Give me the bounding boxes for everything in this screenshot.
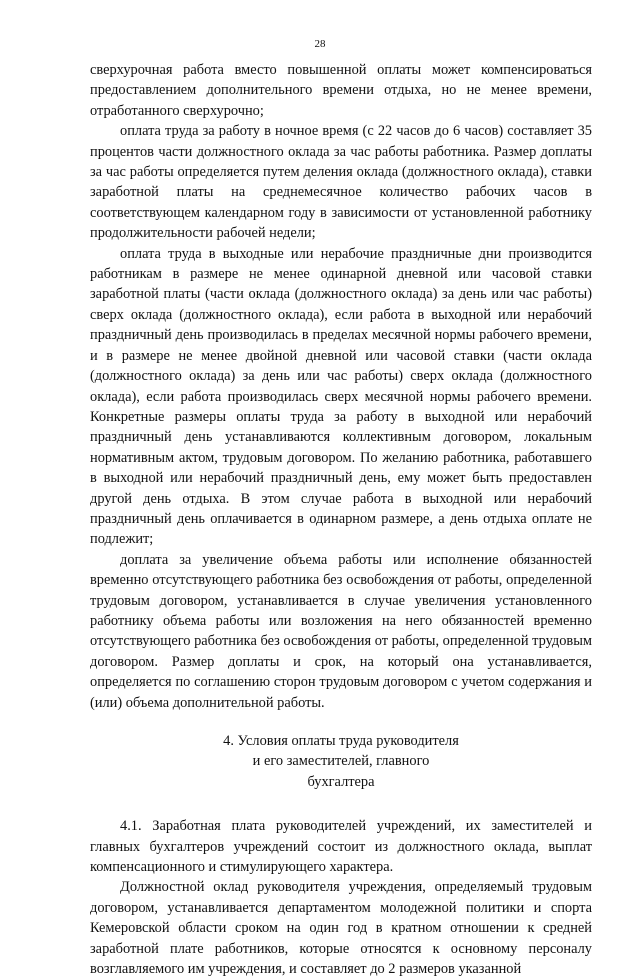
page-number: 28 [314,38,326,50]
paragraph-holiday-work-pay: оплата труда в выходные или нерабочие праздничные дни производится работникам в размере не менее одинарной дневной или часовой ставки заработной платы (части оклада (должностного оклада) за день или час работы) сверх оклада (должностного оклада), если работа в выходной или нерабочий праздничный день производилась в пределах месячной нормы рабочего времени, и в размере не менее двойной дневной или часовой ставки (части оклада (должностного оклада) за день или час работы) сверх оклада (должностного оклада), если работа производилась сверх месячной нормы рабочего времени. Конкретные размеры оплаты труда за работу в выходной или нерабочий праздничный день устанавливаются коллективным договором, локальным нормативным актом, трудовым договором. По желанию работника, работавшего в выходной или нерабочий праздничный день, ему может быть предоставлен другой день отдыха. В этом случае работа в выходной или нерабочий праздничный день оплачивается в одинарном размере, а день отдыха оплате не подлежит; [90,245,592,548]
paragraph-4-1: 4.1. Заработная плата руководителей учреждений, их заместителей и главных бухгалтеров учреждений состоит из должностного оклада, выплат компенсационного и стимулирующего характера. [90,818,592,876]
section-heading-line-2: и его заместителей, главного [252,753,430,770]
section-heading [90,731,592,792]
section-heading-line-3: бухгалтера [307,773,375,790]
section-heading-line-1: 4. Условия оплаты труда руководителя [223,733,459,749]
paragraph-director-salary: Должностной оклад руководителя учреждения, определяемый трудовым договором, устанавливается департаментом молодежной политики и спорта Кемеровской области сроком на один год в кратном отношении к средней заработной плате работников, которые относятся к основному персоналу возглавляемого им учреждения, и составляет до 2 размеров указанной [90,879,592,978]
paragraph-additional-work-pay: доплата за увеличение объема работы или исполнение обязанностей временно отсутствующего работника без освобождения от работы, определенной трудовым договором, устанавливается в случае увеличения установленного работнику объема работы или возложения на него обязанностей временно отсутствующего работника без освобождения от работы, определенной трудовым договором. Размер доплаты и срок, на который она устанавливается, определяется по соглашению сторон трудовым договором с учетом содержания и (или) объема дополнительной работы. [90,551,592,711]
paragraph-overtime-compensation: сверхурочная работа вместо повышенной оплаты может компенсироваться предоставлением дополнительного времени отдыха, но не менее времени, отработанного сверхурочно; [90,62,592,119]
paragraph-night-work-pay: оплата труда за работу в ночное время (с 22 часов до 6 часов) составляет 35 процентов части должностного оклада за час работы работника. Размер доплаты за час работы определяется путем деления оклада (должностного оклада), ставки заработной платы на среднемесячное количество рабочих часов в соответствующем календарном году в зависимости от установленной работнику продолжительности рабочей недели; [90,123,592,242]
document-body [90,60,592,979]
